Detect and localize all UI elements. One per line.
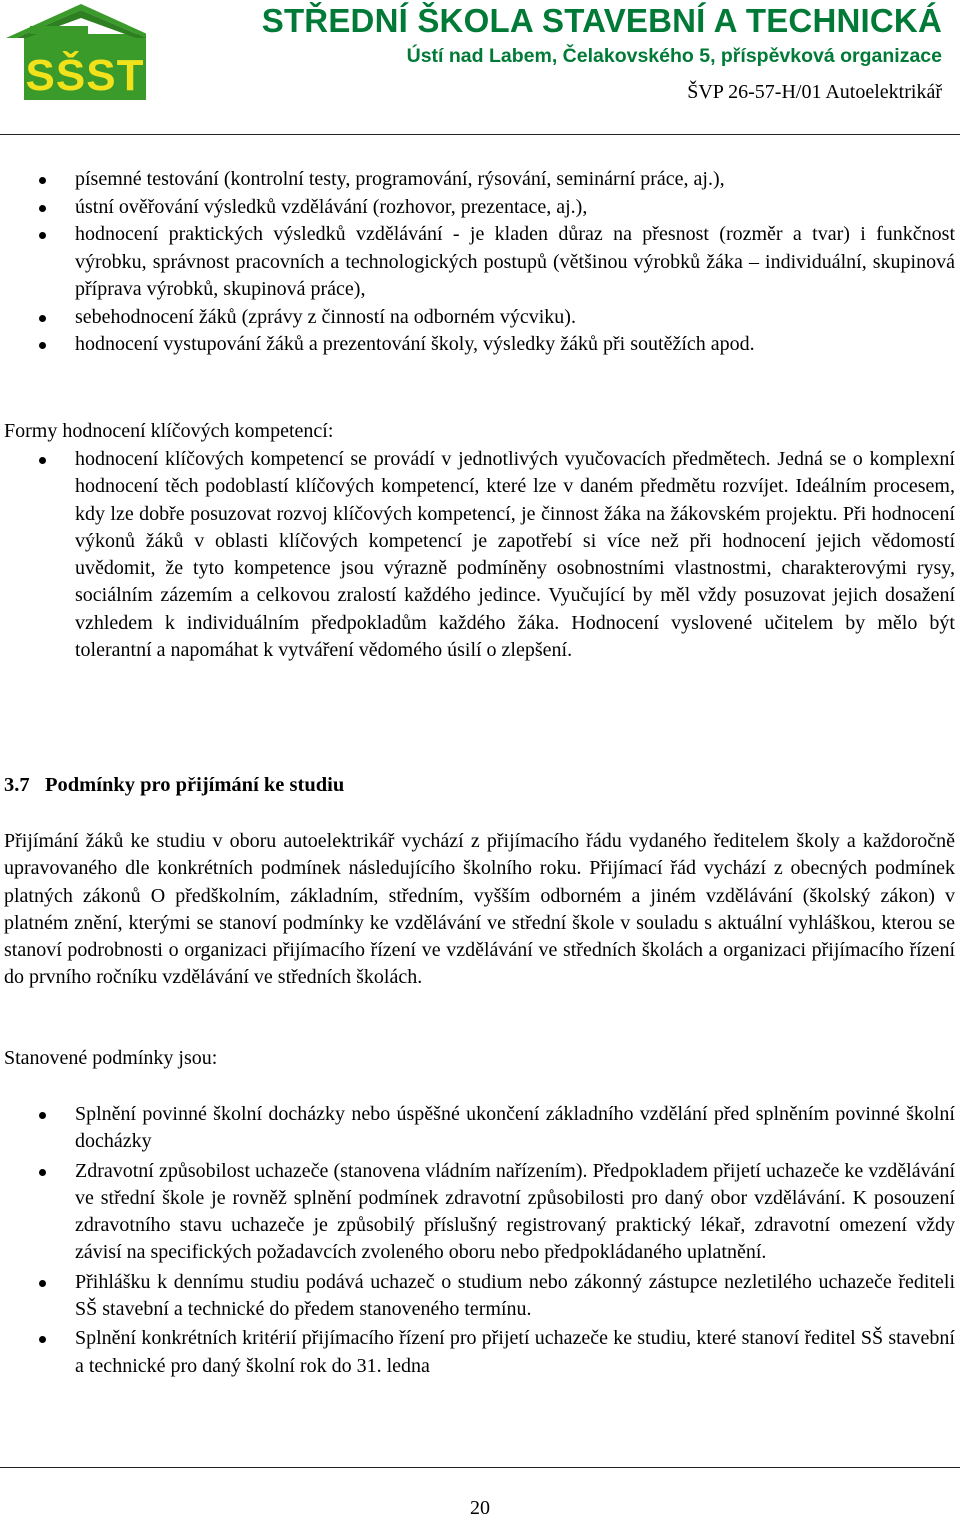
bullet-icon	[39, 342, 46, 349]
footer-divider	[0, 1467, 960, 1468]
school-name: STŘEDNÍ ŠKOLA STAVEBNÍ A TECHNICKÁ	[261, 2, 942, 39]
conditions-list	[0, 1101, 955, 1382]
header-divider	[0, 134, 960, 135]
section-number: 3.7	[4, 774, 30, 796]
list-item: písemné testování (kontrolní testy, programování, rýsování, seminární práce, aj.),	[0, 166, 955, 194]
school-address: Ústí nad Labem, Čelakovského 5, příspěvková organizace	[406, 45, 942, 67]
list-item: hodnocení vystupování žáků a prezentování školy, výsledky žáků při soutěžích apod.	[0, 331, 955, 359]
curriculum-code: ŠVP 26-57-H/01 Autoelektrikář	[687, 81, 942, 103]
assessment-methods-list	[0, 166, 955, 359]
list-item: Splnění povinné školní docházky nebo úspěšné ukončení základního vzdělání před splněním povinné školní docházky	[0, 1101, 955, 1156]
list-item: ústní ověřování výsledků vzdělávání (rozhovor, prezentace, aj.),	[0, 194, 955, 222]
list-item: Splnění konkrétních kritérií přijímacího řízení pro přijetí uchazeče ke studiu, které stanoví ředitel SŠ stavební a technické pro daný školní rok do 31. ledna	[0, 1325, 955, 1380]
bullet-icon	[39, 457, 46, 464]
bullet-icon	[39, 177, 46, 184]
conditions-heading: Stanovené podmínky jsou:	[4, 1047, 218, 1069]
bullet-icon	[39, 315, 46, 322]
list-item: Přihlášku k dennímu studiu podává uchazeč o studium nebo zákonný zástupce nezletilého uchazeče řediteli SŠ stavební a technické do předem stanoveného termínu.	[0, 1269, 955, 1324]
list-item: sebehodnocení žáků (zprávy z činností na odborném výcviku).	[0, 304, 955, 332]
school-logo	[6, 4, 146, 100]
section-heading	[4, 774, 344, 797]
list-item: Zdravotní způsobilost uchazeče (stanovena vládním nařízením). Předpokladem přijetí uchazeče ke vzdělávání ve střední škole je rovněž splnění podmínek zdravotní způsobilosti pro daný obor vzdělávání. K posouzení zdravotního stavu uchazeče je způsobilý příslušný registrovaný praktický lékař, zdravotní omezení vždy závisí na specifických požadavcích zvoleného oboru nebo předpokládaného uplatnění.	[0, 1158, 955, 1267]
list-item: hodnocení klíčových kompetencí se provádí v jednotlivých vyučovacích předmětech. Jedná se o komplexní hodnocení těch podoblastí klíčových kompetencí, které lze v daném předmětu rozvíjet. Ideálním procesem, kdy lze dobře posuzovat rozvoj klíčových kompetencí, je činnost žáka na žákovském projektu. Při hodnocení výkonů žáků v oblasti klíčových kompetencí je zapotřebí si více než při hodnocení jejich vědomostí uvědomit, že tyto kompetence jsou výrazně podmíněny osobnostními vlastnostmi, charakterovými rysy, sociálním zázemím a celkovou zralostí každého jedince. Vyučující by měl vždy posuzovat jejich dosažení vzhledem k individuálním předpokladům každého žáka. Hodnocení vyslovené učitelem by mělo být tolerantní a napomáhat k vytváření vědomého úsilí o zlepšení.	[0, 446, 955, 664]
forms-heading: Formy hodnocení klíčových kompetencí:	[4, 420, 334, 442]
bullet-icon	[39, 205, 46, 212]
bullet-icon	[39, 1280, 46, 1287]
section-title: Podmínky pro přijímání ke studiu	[45, 774, 345, 796]
bullet-icon	[39, 1169, 46, 1176]
competences-list	[0, 446, 955, 664]
bullet-icon	[39, 1112, 46, 1119]
bullet-icon	[39, 232, 46, 239]
logo-text: SŠST	[25, 51, 145, 100]
admission-paragraph: Přijímání žáků ke studiu v oboru autoelektrikář vychází z přijímacího řádu vydaného ředitelem školy a každoročně upravovaného dle konkrétních podmínek následujícího školního roku. Přijímací řád vychází z obecných podmínek platných zákonů O předškolním, základním, středním, vyšším odborném a jiném vzdělávání (školský zákon) v platném znění, kterými se stanoví podmínky ke vzdělávání ve střední škole v souladu s aktuální vyhláškou, kterou se stanoví podrobnosti o organizaci přijímacího řízení ve vzdělávání ve středních školách a organizaci přijímacího řízení do prvního ročníku vzdělávání ve středních školách.	[4, 830, 955, 989]
bullet-icon	[39, 1336, 46, 1343]
list-item: hodnocení praktických výsledků vzdělávání - je kladen důraz na přesnost (rozměr a tvar) i funkčnost výrobku, správnost pracovních a technologických postupů (většinou výrobků žáka – individuální, skupinová příprava výrobků, skupinová práce),	[0, 221, 955, 304]
page-number: 20	[470, 1497, 490, 1519]
